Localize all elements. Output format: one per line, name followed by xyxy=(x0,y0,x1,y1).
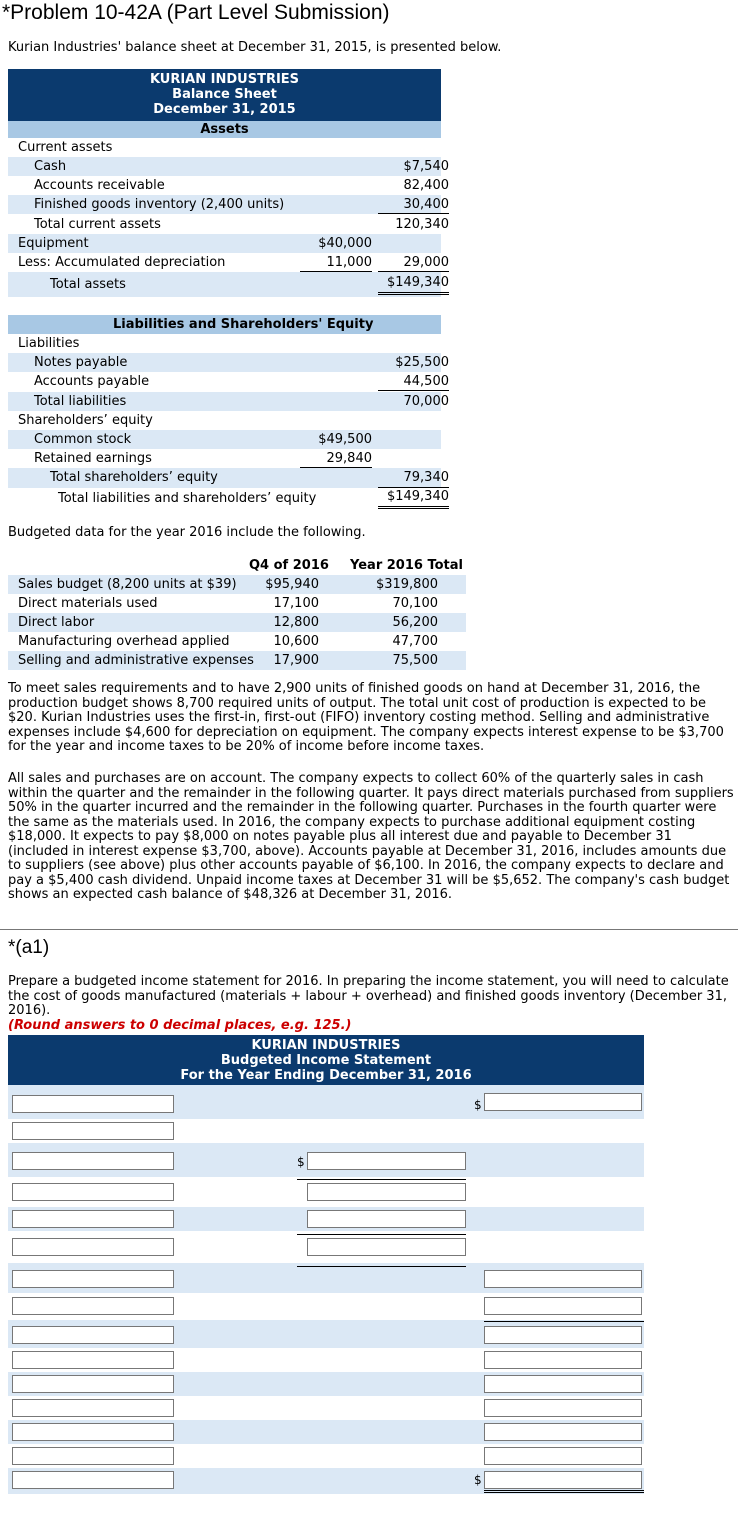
bs-row xyxy=(8,272,449,297)
is-amount-input[interactable] xyxy=(307,1183,466,1201)
intro-text: Kurian Industries' balance sheet at December 31, 2015, is presented below. xyxy=(8,40,502,55)
row-label: Liabilities xyxy=(18,336,80,351)
is-amount-input[interactable] xyxy=(307,1210,466,1228)
is-label-input[interactable] xyxy=(12,1297,174,1315)
row-label: Total current assets xyxy=(34,217,161,232)
bs-row xyxy=(8,468,449,488)
is-label-input[interactable] xyxy=(12,1238,174,1256)
is-amount-input[interactable] xyxy=(484,1471,642,1489)
is-row-8 xyxy=(8,1293,644,1320)
income-statement-header xyxy=(8,1035,644,1085)
bs-row xyxy=(8,215,449,234)
is-row-13 xyxy=(8,1420,644,1444)
is-row-2 xyxy=(8,1119,644,1143)
bs-row xyxy=(8,430,441,449)
is-label-input[interactable] xyxy=(12,1351,174,1369)
bs-company: KURIAN INDUSTRIES xyxy=(149,72,300,87)
is-amount-input[interactable] xyxy=(484,1447,642,1465)
row-label: Sales budget (8,200 units at $39) xyxy=(18,577,237,592)
col-year: Year 2016 Total xyxy=(350,558,463,573)
balance-sheet-header xyxy=(8,69,441,121)
is-row-3 xyxy=(8,1143,644,1177)
row-value: 70,000 xyxy=(403,394,449,409)
is-row-4 xyxy=(8,1177,644,1207)
is-amount-input[interactable] xyxy=(484,1375,642,1393)
row-value: 44,500 xyxy=(378,374,449,391)
row-value: $40,000 xyxy=(318,236,372,251)
bs-row xyxy=(8,449,441,468)
bs-row xyxy=(8,411,441,430)
is-amount-input[interactable] xyxy=(484,1326,642,1344)
row-label: Total assets xyxy=(50,277,126,292)
budget-intro: Budgeted data for the year 2016 include the following. xyxy=(8,525,366,540)
budget-row xyxy=(8,594,466,613)
row-value: 56,200 xyxy=(392,615,438,630)
page-title: *Problem 10-42A (Part Level Submission) xyxy=(2,1,390,24)
row-value: 120,340 xyxy=(395,217,449,232)
bs-date: December 31, 2015 xyxy=(153,102,296,117)
row-label: Direct labor xyxy=(18,615,95,630)
row-value: 17,100 xyxy=(273,596,319,611)
row-label: Less: Accumulated depreciation xyxy=(18,255,226,270)
is-row-12 xyxy=(8,1396,644,1420)
row-label: Current assets xyxy=(18,140,113,155)
row-value: 30,400 xyxy=(378,197,449,214)
row-value: $149,340 xyxy=(378,275,449,295)
is-label-input[interactable] xyxy=(12,1423,174,1441)
row-value: 12,800 xyxy=(273,615,319,630)
dollar-sign: $ xyxy=(297,1155,305,1169)
row-value: $7,540 xyxy=(403,159,449,174)
liabilities-header xyxy=(8,315,441,334)
row-value: 75,500 xyxy=(392,653,438,668)
is-label-input[interactable] xyxy=(12,1122,174,1140)
underline xyxy=(484,1321,644,1322)
row-value: 17,900 xyxy=(273,653,319,668)
budget-header-row xyxy=(8,556,466,575)
row-label: Total liabilities xyxy=(34,394,127,409)
is-label-input[interactable] xyxy=(12,1375,174,1393)
bs-row xyxy=(8,488,449,510)
row-label: Shareholders’ equity xyxy=(18,413,153,428)
row-value: 47,700 xyxy=(392,634,438,649)
budget-row xyxy=(8,613,466,632)
is-row-11 xyxy=(8,1372,644,1396)
row-label: Accounts payable xyxy=(34,374,150,389)
row-value: 82,400 xyxy=(403,178,449,193)
is-label-input[interactable] xyxy=(12,1326,174,1344)
instructions-text: Prepare a budgeted income statement for 2016. In preparing the income statement, you will need to calculate the cost of goods manufactured (materials + labour + overhead) and finished goods inventory (December 31, 2016). xyxy=(8,974,729,1018)
bs-row xyxy=(8,157,449,176)
budget-row xyxy=(8,575,466,594)
bs-statement: Balance Sheet xyxy=(172,87,277,102)
bs-row xyxy=(8,195,449,214)
row-value: $319,800 xyxy=(375,577,438,592)
row-value: $95,940 xyxy=(265,577,319,592)
row-label: Selling and administrative expenses xyxy=(18,653,254,668)
bs-row xyxy=(8,334,441,353)
is-label-input[interactable] xyxy=(12,1183,174,1201)
row-label: Notes payable xyxy=(34,355,128,370)
is-label-input[interactable] xyxy=(12,1210,174,1228)
dollar-sign: $ xyxy=(474,1473,482,1487)
is-row-1 xyxy=(8,1085,644,1119)
paragraph-1: To meet sales requirements and to have 2,900 units of finished goods on hand at December 31, 2016, the production budget shows 8,700 required units of output. The total unit cost of production is expected to be $20. Kurian Industries uses the first-in, first-out (FIFO) inventory costing method. Selling and administrative expenses include $4,600 for depreciation on equipment. The company expects interest expense to be $3,700 for the year and income taxes to be 20% of income before income taxes. xyxy=(8,681,724,754)
row-value: $25,500 xyxy=(395,355,449,370)
bs-row xyxy=(8,253,449,272)
row-label: Total liabilities and shareholders’ equity xyxy=(58,491,317,506)
row-label: Accounts receivable xyxy=(34,178,165,193)
is-statement: Budgeted Income Statement xyxy=(220,1053,432,1068)
assets-header xyxy=(8,121,441,138)
is-row-15 xyxy=(8,1468,644,1494)
bs-row xyxy=(8,353,449,372)
is-row-6 xyxy=(8,1231,644,1263)
budget-row xyxy=(8,651,466,670)
double-underline xyxy=(484,1490,644,1493)
row-value: 10,600 xyxy=(273,634,319,649)
bs-row xyxy=(8,372,449,391)
row-value: $149,340 xyxy=(378,489,449,509)
is-label-input[interactable] xyxy=(12,1152,174,1170)
is-label-input[interactable] xyxy=(12,1095,174,1113)
part-a1-instructions xyxy=(8,975,736,1033)
row-label: Direct materials used xyxy=(18,596,158,611)
is-amount-input[interactable] xyxy=(484,1399,642,1417)
underline xyxy=(297,1179,466,1180)
row-label: Cash xyxy=(34,159,67,174)
bs-row xyxy=(8,234,441,253)
row-value: 79,340 xyxy=(378,470,449,488)
row-value: $49,500 xyxy=(318,432,372,447)
is-amount-input[interactable] xyxy=(307,1152,466,1170)
row-label: Total shareholders’ equity xyxy=(50,470,218,485)
row-value: 70,100 xyxy=(392,596,438,611)
is-row-9 xyxy=(8,1320,644,1348)
row-label: Retained earnings xyxy=(34,451,152,466)
is-row-10 xyxy=(8,1348,644,1372)
part-a1-heading: *(a1) xyxy=(8,937,50,958)
row-label: Common stock xyxy=(34,432,132,447)
is-amount-input[interactable] xyxy=(484,1093,642,1111)
is-period: For the Year Ending December 31, 2016 xyxy=(180,1068,472,1083)
is-amount-input[interactable] xyxy=(484,1270,642,1288)
is-amount-input[interactable] xyxy=(484,1351,642,1369)
paragraph-2: All sales and purchases are on account. The company expects to collect 60% of the quarterly sales in cash within the quarter and the remainder in the following quarter. It pays direct materials purchased from suppliers 50% in the quarter incurred and the remainder in the following quarter. Purchases in the fourth quarter were the same as the materials used. In 2016, the company expects to purchase additional equipment costing $18,000. It expects to pay $8,000 on notes payable plus all interest due and payable to December 31 (included in interest expense $3,700, above). Accounts payable at December 31, 2016, includes amounts due to suppliers (see above) plus other accounts payable of $6,100. In 2016, the company expects to declare and pay a $5,400 cash dividend. Unpaid income taxes at December 31 will be $5,652. The company's cash budget shows an expected cash balance of $48,326 at December 31, 2016. xyxy=(8,771,734,902)
liab-header-label: Liabilities and Shareholders' Equity xyxy=(113,317,374,332)
is-label-input[interactable] xyxy=(12,1471,174,1489)
round-note: (Round answers to 0 decimal places, e.g. 125.) xyxy=(8,1017,352,1033)
dollar-sign: $ xyxy=(474,1098,482,1112)
is-label-input[interactable] xyxy=(12,1270,174,1288)
is-row-14 xyxy=(8,1444,644,1468)
is-label-input[interactable] xyxy=(12,1447,174,1465)
is-company: KURIAN INDUSTRIES xyxy=(251,1038,401,1053)
assets-header-label: Assets xyxy=(200,122,249,137)
underline xyxy=(297,1266,466,1267)
is-row-7 xyxy=(8,1263,644,1293)
row-label: Finished goods inventory (2,400 units) xyxy=(34,197,285,212)
bs-row xyxy=(8,392,449,411)
bs-spacer xyxy=(8,297,441,315)
row-value: 29,000 xyxy=(378,255,449,272)
section-divider xyxy=(0,929,738,930)
underline xyxy=(297,1234,466,1235)
row-value: 11,000 xyxy=(300,255,372,272)
is-amount-input[interactable] xyxy=(484,1297,642,1315)
is-amount-input[interactable] xyxy=(484,1423,642,1441)
col-q4: Q4 of 2016 xyxy=(249,558,329,573)
row-value: 29,840 xyxy=(300,451,372,468)
budget-row xyxy=(8,632,466,651)
row-label: Equipment xyxy=(18,236,89,251)
is-label-input[interactable] xyxy=(12,1399,174,1417)
row-label: Manufacturing overhead applied xyxy=(18,634,230,649)
is-row-5 xyxy=(8,1207,644,1231)
is-amount-input[interactable] xyxy=(307,1238,466,1256)
bs-row xyxy=(8,138,441,157)
bs-row xyxy=(8,176,449,195)
